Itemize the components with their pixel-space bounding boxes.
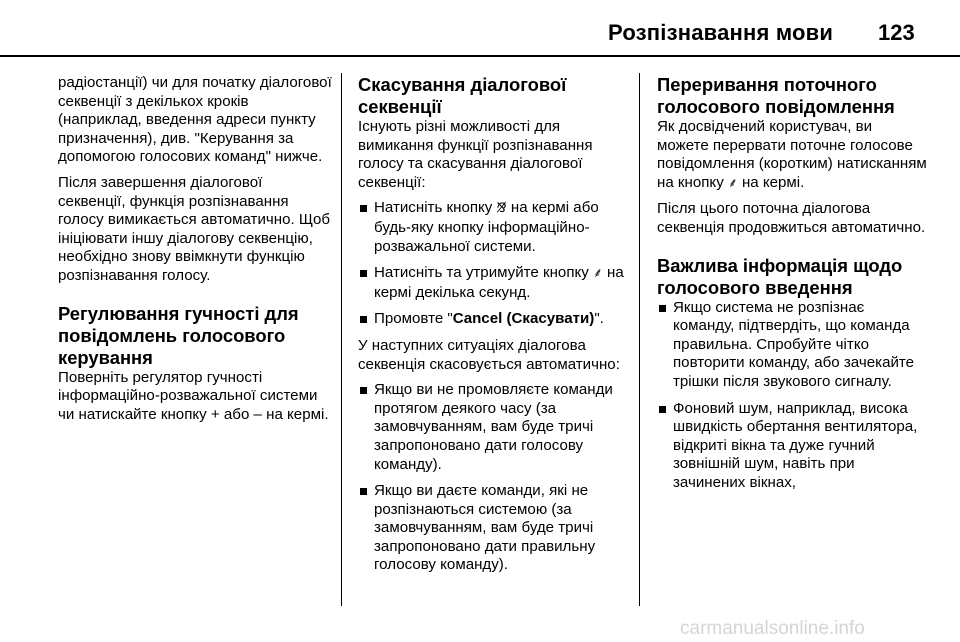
paragraph: Після завершення діалогової секвенції, функція розпізнавання голосу вимикається автоматично. Щоб ініціювати іншу діалогову секвенцію, необхідно знову ввімкнути функцію розпізнавання голосу. (58, 173, 331, 284)
voice-icon: ⸙ (727, 175, 738, 191)
page-number: 123 (878, 20, 915, 45)
list-item (358, 199, 626, 256)
list-item: Якщо система не розпізнає команду, підтвердіть, що команда правильна. Спробуйте чітко повторити команду, або зачекайте трішки після звукового сигналу. (657, 299, 927, 392)
list-item: Якщо ви даєте команди, які не розпізнаються системою (за замовчуванням, вам буде тричі запропоновано дати правильну голосову команду). (358, 482, 626, 575)
column-1 (58, 74, 334, 431)
bullet-list (358, 199, 626, 329)
paragraph: Існують різні можливості для вимикання функції розпізнавання голосу та скасування діалогової секвенції: (358, 118, 593, 191)
list-item-text: Промовте " (374, 310, 453, 328)
bullet-list (657, 299, 927, 493)
column-divider-2 (639, 73, 640, 606)
paragraph-text: Як досвідчений користувач, ви можете перервати поточне голосове повідомлення (коротким) натисканням на кнопку (657, 118, 927, 191)
section-heading-interrupt: Переривання поточного голосового повідомлення (657, 74, 895, 117)
paragraph-text: на кермі. (741, 173, 805, 191)
voice-icon: ⸙ (593, 266, 603, 282)
paragraph: У наступних ситуаціях діалогова секвенція скасовується автоматично: (358, 336, 620, 373)
column-divider-1 (341, 73, 342, 606)
paragraph: Після цього поточна діалогова секвенція продовжиться автоматично. (657, 200, 926, 236)
paragraph: Поверніть регулятор гучності інформаційно-розважальної системи чи натискайте кнопку + або – на кермі. (58, 368, 329, 423)
list-item-text: на кермі або будь-яку кнопку інформаційно-розважальної системи. (374, 199, 599, 255)
list-item (358, 310, 626, 329)
list-item-text: на кермі декілька секунд. (374, 264, 624, 301)
section-heading-important: Важлива інформація щодо голосового введення (657, 254, 903, 298)
list-item-text: Натисніть кнопку (374, 199, 493, 217)
list-item (358, 264, 626, 302)
watermark: carmanualsonline.info (680, 618, 865, 639)
paragraph (657, 118, 927, 193)
voice-command: Cancel (Скасувати) (452, 310, 595, 328)
section-heading-volume: Регулювання гучності для повідомлень голосового керування (58, 302, 299, 368)
bullet-list (358, 381, 626, 575)
column-2 (358, 74, 626, 583)
header-title: Розпізнавання мови (608, 20, 834, 45)
list-item: Якщо ви не промовляєте команди протягом деякого часу (за замовчуванням, вам буде тричі запропоновано дати голосову команду). (358, 381, 626, 474)
column-3 (657, 74, 927, 501)
list-item-text: ". (594, 310, 604, 328)
section-heading-cancel: Скасування діалогової секвенції (358, 74, 567, 117)
list-item: Фоновий шум, наприклад, висока швидкість обертання вентилятора, відкриті вікна та дуже гучний зовнішній шум, навіть при зачинених вікнах, (657, 400, 927, 493)
paragraph: радіостанції) чи для початку діалогової секвенції з декількох кроків (наприклад, введення адреси пункту призначення), див. "Керування за допомогою голосових команд" нижче. (58, 74, 332, 166)
mute-voice-icon: ⅋̸ (496, 201, 507, 217)
list-item-text: Натисніть та утримуйте кнопку (374, 264, 589, 282)
header-rule (0, 55, 960, 57)
